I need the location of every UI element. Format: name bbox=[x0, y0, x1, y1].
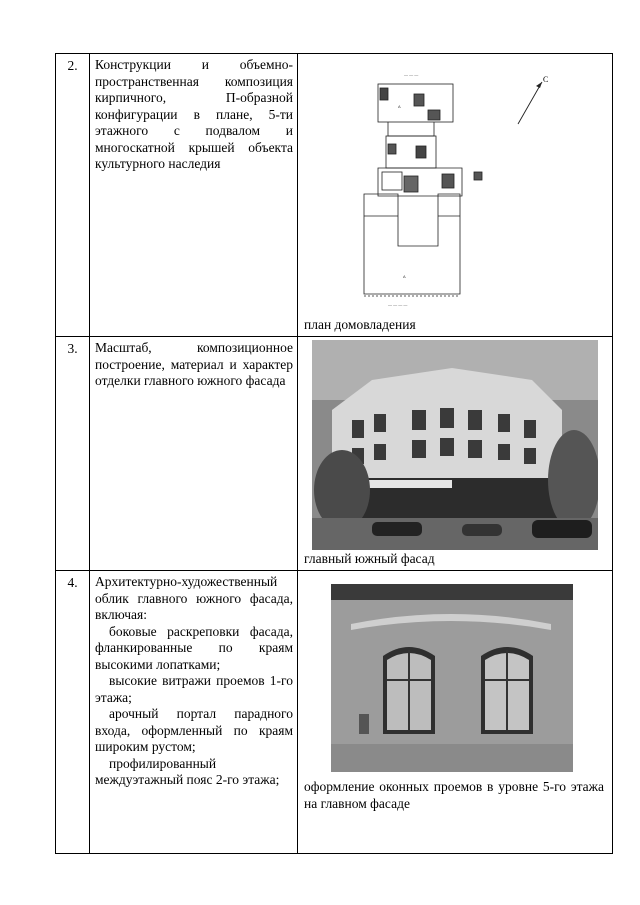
table-row bbox=[56, 54, 613, 337]
image-caption: план домовладения bbox=[304, 317, 416, 332]
image-caption: оформление оконных проемов в уровне 5-го этажа на главном фасаде bbox=[304, 779, 604, 811]
description-text: высокие витражи проемов 1-го этажа; bbox=[95, 673, 293, 705]
description-text: Масштаб, композиционное построение, материал и характер отделки главного южного фасада bbox=[95, 340, 293, 388]
image-cell bbox=[298, 571, 613, 854]
image-cell bbox=[298, 337, 613, 571]
image-caption: главный южный фасад bbox=[304, 551, 435, 566]
row-number: 4. bbox=[56, 571, 90, 854]
svg-text:A: A bbox=[403, 274, 406, 279]
row-description bbox=[90, 54, 298, 337]
row-number: 2. bbox=[56, 54, 90, 337]
description-text: Архитектурно-художественный облик главного южного фасада, включая: bbox=[95, 574, 293, 622]
description-text: арочный портал парадного входа, оформленный по краям широким рустом; bbox=[95, 706, 293, 754]
row-number: 3. bbox=[56, 337, 90, 571]
description-text: профилированный междуэтажный пояс 2-го этажа; bbox=[95, 755, 280, 787]
heritage-table bbox=[55, 53, 613, 854]
north-label: С bbox=[543, 75, 549, 84]
window-detail-photo bbox=[331, 584, 573, 772]
description-text: боковые раскреповки фасада, фланкированные по краям высокими лопатками; bbox=[95, 623, 293, 672]
building-facade-photo bbox=[312, 340, 598, 550]
table-row bbox=[56, 571, 613, 854]
svg-text:A: A bbox=[398, 104, 401, 109]
description-text: Конструкции и объемно-пространственная композиция кирпичного, П-образной конфигурации в плане, 5-ти этажного с подвалом и многоскатной крышей объекта культурного наследия bbox=[95, 57, 293, 171]
svg-text:— — —: — — — bbox=[404, 72, 419, 77]
table-row bbox=[56, 337, 613, 571]
floor-plan-drawing bbox=[358, 66, 608, 314]
row-description bbox=[90, 571, 298, 854]
image-cell bbox=[298, 54, 613, 337]
svg-text:— — — —: — — — — bbox=[388, 302, 408, 307]
row-description bbox=[90, 337, 298, 571]
